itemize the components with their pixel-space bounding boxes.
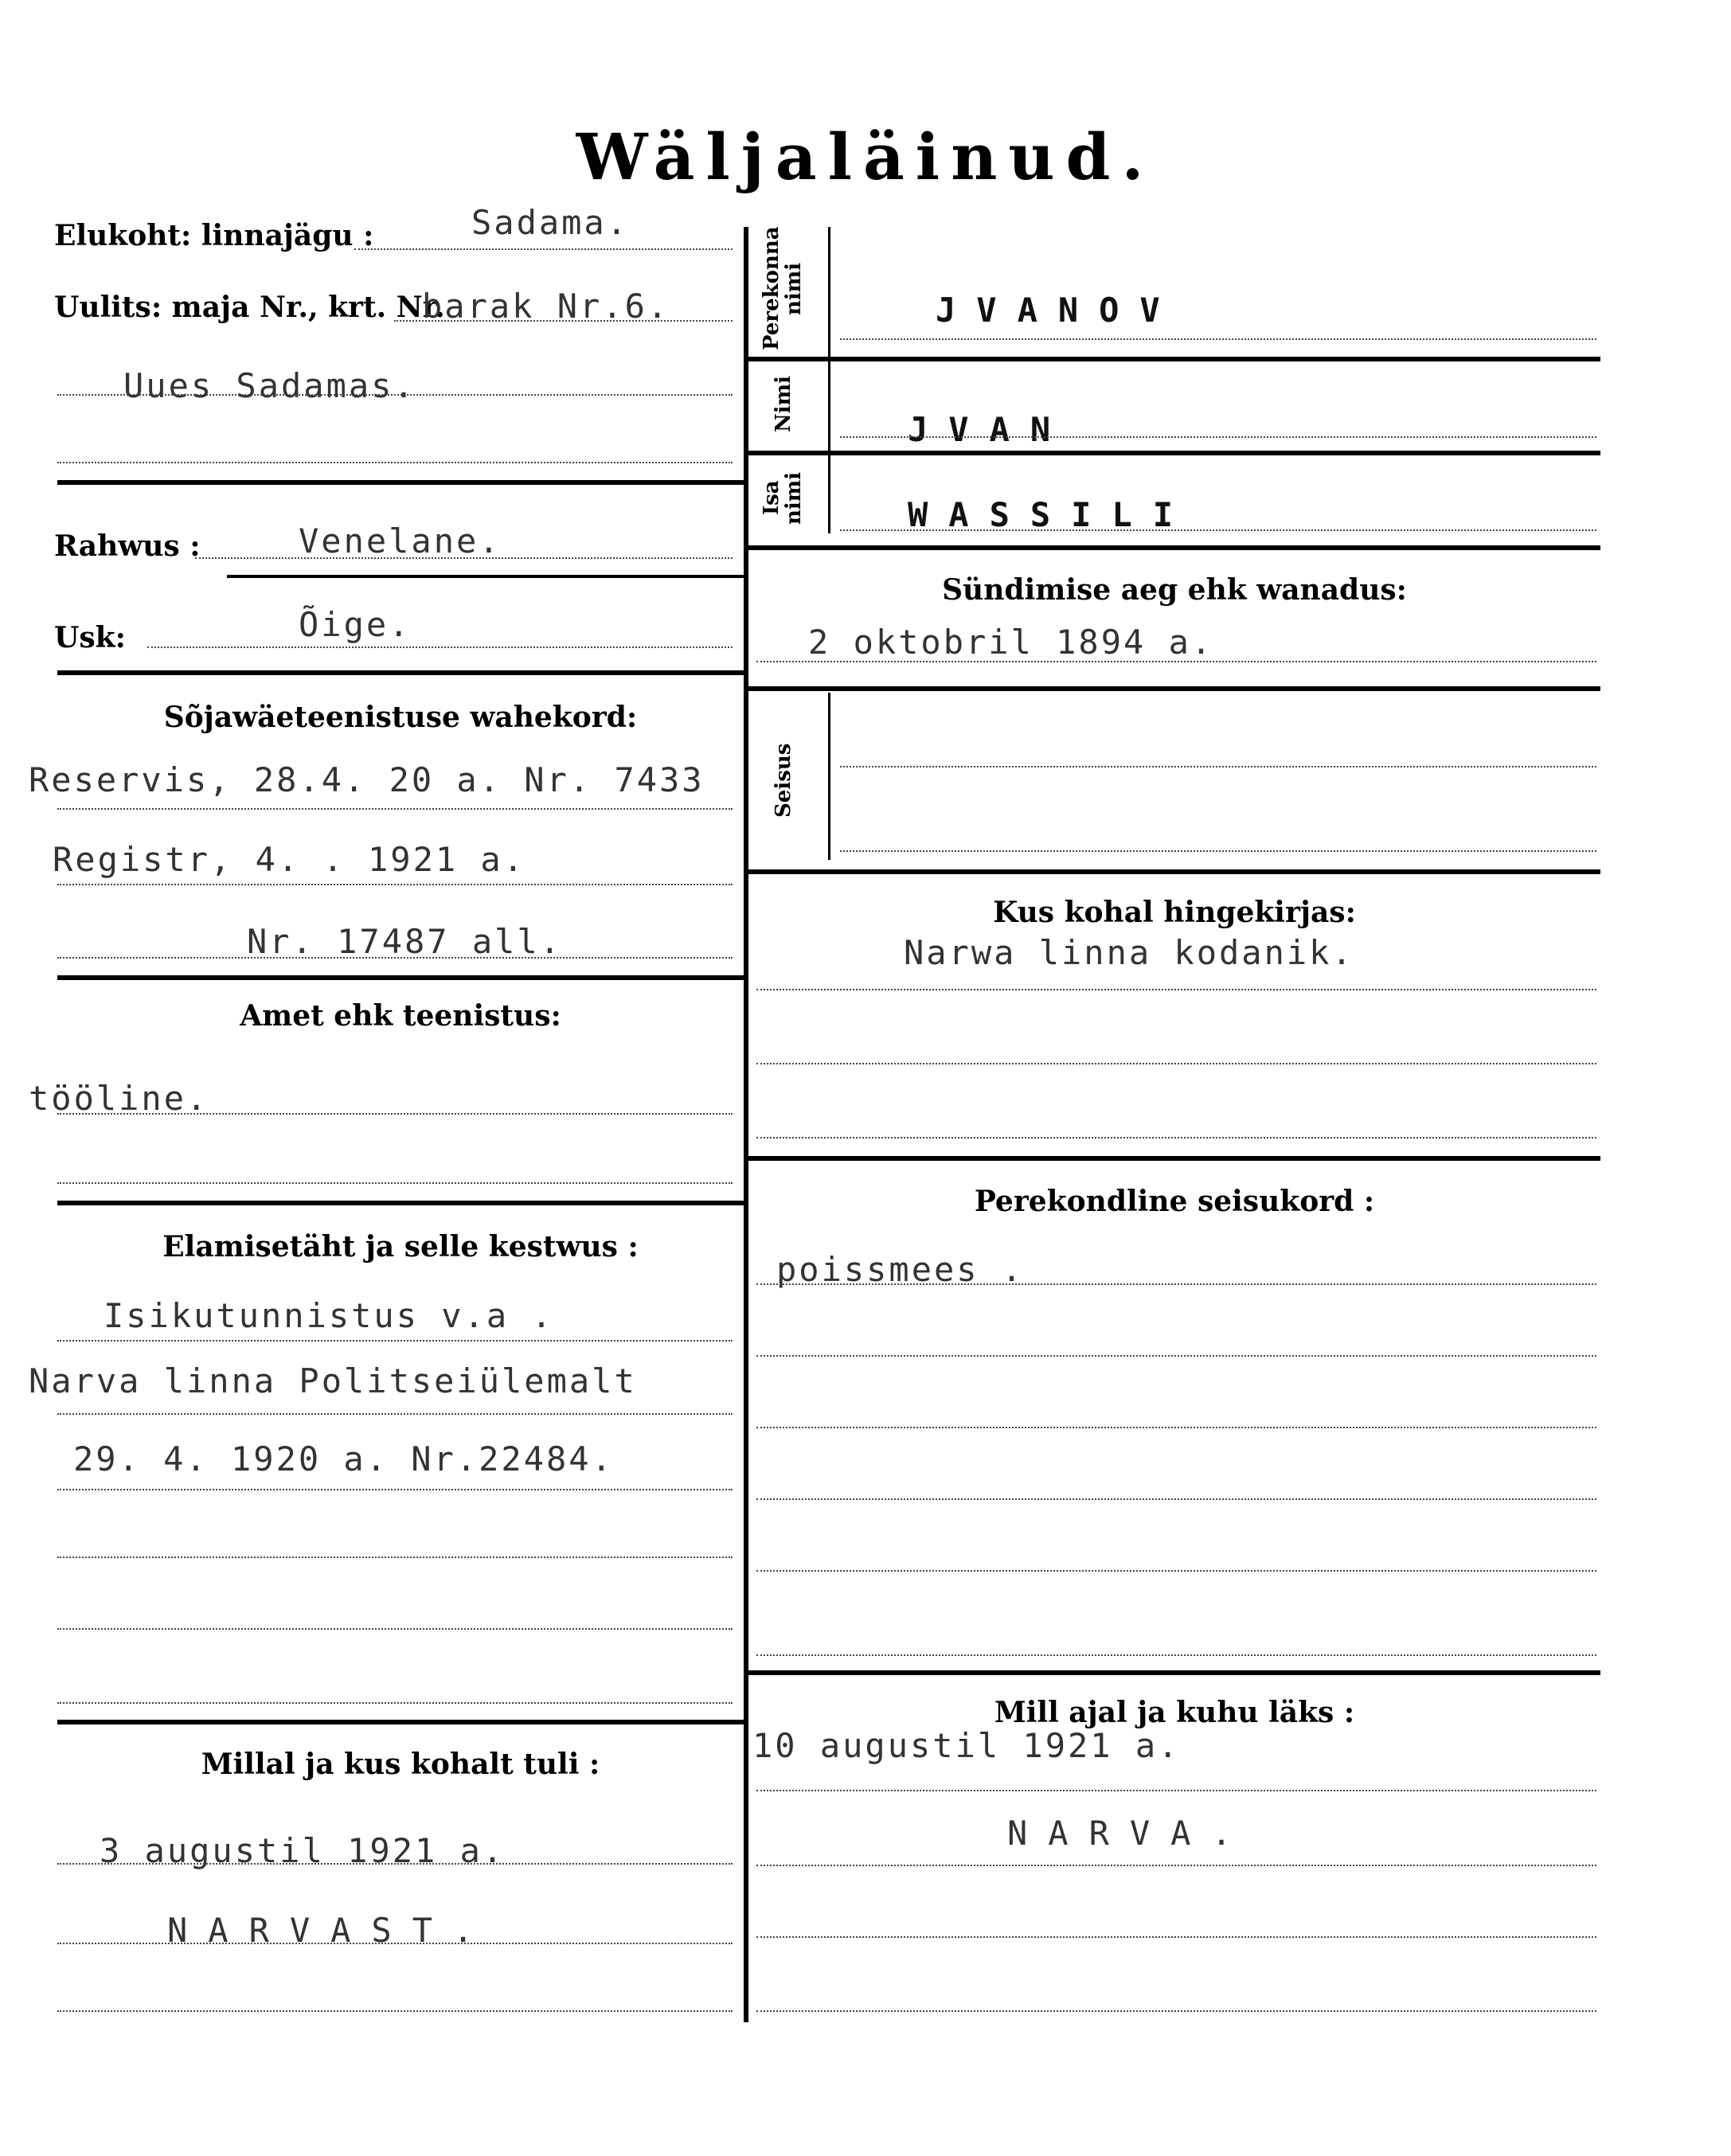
nimi-value: JVAN	[908, 410, 1072, 449]
hingekirjas-label: Kus kohal hingekirjas:	[993, 896, 1356, 929]
elamiseto-dotline-6	[57, 1702, 733, 1704]
elamiseto-line-3: 29. 4. 1920 a. Nr.22484.	[73, 1439, 614, 1478]
elamiseto-dotline-2	[57, 1413, 733, 1415]
millal-dotline-2	[57, 1943, 733, 1944]
nimi-label: Nimi	[772, 375, 795, 433]
perekonnanimi-value: JVANOV	[936, 291, 1181, 330]
uulits-label: Uulits: maja Nr., krt. Nr.	[54, 291, 445, 324]
elamiseto-dotline-1	[57, 1340, 733, 1342]
sojavae-label: Sõjawäeteenistuse wahekord:	[163, 701, 638, 734]
millal-lahk-line-2: NARVA.	[1007, 1814, 1252, 1853]
isanimi-line	[840, 529, 1596, 531]
perekondline-line-5	[756, 1570, 1596, 1572]
perekonnanimi-line	[840, 338, 1596, 340]
sundimise-label: Sündimise aeg ehk wanadus:	[942, 573, 1407, 607]
elamiseto-line-2: Narva linna Politseiülemalt	[29, 1361, 637, 1400]
seisus-line-1	[840, 766, 1596, 767]
divider-right-6	[748, 1156, 1600, 1161]
perekondline-line-2	[756, 1355, 1596, 1357]
millal-dotline-1	[57, 1863, 733, 1865]
divider-left-1	[57, 480, 744, 485]
seisus-label-divider	[828, 693, 830, 860]
millal-line-2: NARVAST.	[167, 1911, 494, 1950]
hingekirjas-line-1	[756, 989, 1596, 990]
center-divider	[744, 227, 748, 2022]
nimi-line	[840, 436, 1596, 438]
usk-label: Usk:	[54, 621, 126, 654]
perekondline-line-3	[756, 1427, 1596, 1428]
rahwus-value: Venelane.	[299, 521, 502, 560]
perekonnanimi-label: Perekonna nimi	[760, 226, 806, 350]
divider-left-4	[57, 975, 744, 980]
millal-lahk-line-1: 10 augustil 1921 a.	[752, 1726, 1181, 1765]
divider-right-3	[748, 545, 1600, 550]
perekondline-line-4	[756, 1498, 1596, 1500]
elukoht-line	[354, 248, 733, 250]
hingekirjas-value: Narwa linna kodanik.	[904, 933, 1354, 972]
uulits-line-3	[57, 462, 733, 463]
isanimi-value: WASSILI	[908, 495, 1194, 534]
millal-lahk-dotline-1	[756, 1790, 1596, 1791]
usk-value: Õige.	[299, 605, 412, 644]
elamiseto-line-1: Isikutunnistus v.a .	[104, 1296, 554, 1335]
perekondline-line-6	[756, 1654, 1596, 1656]
rahwus-label: Rahwus :	[54, 529, 201, 563]
rahwus-line	[195, 557, 733, 559]
millal-dotline-3	[57, 2010, 733, 2012]
divider-right-2	[748, 451, 1600, 455]
amet-line-2	[57, 1182, 733, 1184]
millal-label: Millal ja kus kohalt tuli :	[201, 1748, 600, 1781]
millal-lahk-dotline-2	[756, 1865, 1596, 1866]
hingekirjas-line-3	[756, 1137, 1596, 1139]
divider-left-6	[57, 1720, 744, 1724]
sundimise-value: 2 oktobril 1894 a.	[808, 623, 1214, 662]
millal-lahk-dotline-3	[756, 1936, 1596, 1938]
page-title: Wäljaläinud.	[576, 119, 1155, 194]
uulits-value-2: Uues Sadamas.	[123, 366, 416, 405]
divider-right-5	[748, 869, 1600, 874]
sojavae-dotline-2	[57, 884, 733, 885]
sojavae-line-1: Reservis, 28.4. 20 a. Nr. 7433	[29, 760, 705, 799]
elamiseto-dotline-4	[57, 1556, 733, 1558]
millal-line-1: 3 augustil 1921 a.	[100, 1831, 506, 1870]
elamiseto-dotline-3	[57, 1489, 733, 1490]
millal-lahk-label: Mill ajal ja kuhu läks :	[994, 1696, 1355, 1729]
perekondline-value: poissmees .	[776, 1250, 1025, 1289]
seisus-line-2	[840, 850, 1596, 852]
perekondline-label: Perekondline seisukord :	[974, 1185, 1375, 1218]
usk-line	[147, 646, 733, 648]
divider-left-3	[57, 670, 744, 675]
sojavae-dotline-3	[57, 957, 733, 959]
divider-right-4	[748, 686, 1600, 691]
uulits-line-2	[57, 394, 733, 396]
isanimi-label: Isa nimi	[760, 471, 806, 525]
elukoht-value: Sadama.	[471, 203, 630, 242]
amet-label: Amet ehk teenistus:	[240, 999, 561, 1033]
elamiseto-label: Elamisetäht ja selle kestwus :	[162, 1230, 639, 1264]
sojavae-dotline-1	[57, 808, 733, 810]
divider-right-7	[748, 1670, 1600, 1675]
elamiseto-dotline-5	[57, 1628, 733, 1630]
hingekirjas-line-2	[756, 1063, 1596, 1064]
sojavae-line-3: Nr. 17487 all.	[247, 922, 563, 961]
uulits-value: barak Nr.6.	[422, 287, 670, 326]
uulits-line	[394, 320, 733, 322]
name-label-divider	[828, 227, 830, 533]
elukoht-label: Elukoht: linnajägu :	[54, 219, 374, 252]
sundimise-line	[756, 661, 1596, 662]
divider-right-1	[748, 357, 1600, 361]
amet-value: tööline.	[29, 1079, 209, 1118]
amet-line-1	[57, 1113, 733, 1115]
millal-lahk-dotline-4	[756, 2010, 1596, 2012]
divider-left-2	[227, 575, 744, 578]
seisus-label: Seisus	[772, 743, 795, 818]
divider-left-5	[57, 1201, 744, 1205]
sojavae-line-2: Registr, 4. . 1921 a.	[53, 840, 526, 879]
perekondline-line-1	[756, 1283, 1596, 1285]
